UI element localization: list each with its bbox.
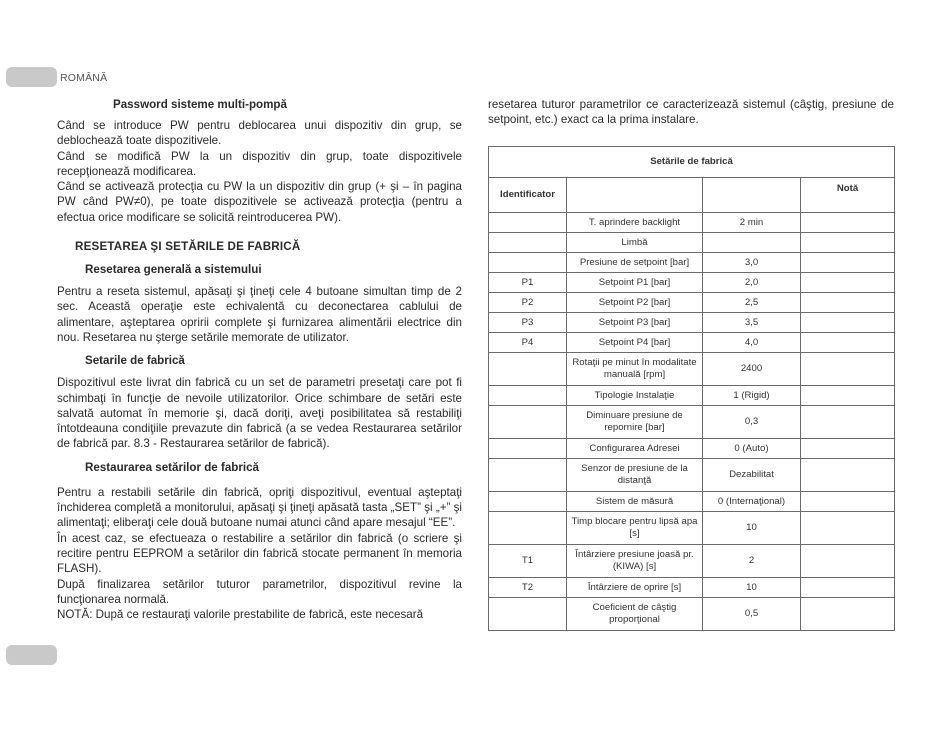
row-value: 10 xyxy=(703,512,801,545)
row-value: 3,0 xyxy=(703,253,801,273)
row-note xyxy=(801,578,895,598)
table-row xyxy=(489,459,895,492)
table-row xyxy=(489,233,895,253)
row-value: 3,5 xyxy=(703,313,801,333)
continuation-paragraph: resetarea tuturor parametrilor ce caracterizează sistemul (câştig, presiune de setpoint, etc.) exact ca la prima instalare. xyxy=(488,98,894,127)
row-description: Configurarea Adresei xyxy=(567,439,703,459)
row-value: 2,5 xyxy=(703,293,801,313)
restore-paragraph-3: După finalizarea setărilor tuturor parametrilor, dispozitivul revine la funcţionarea normală. xyxy=(57,577,462,606)
table-row xyxy=(489,439,895,459)
restore-paragraph-4: NOTĂ: După ce restauraţi valorile prestabilite de fabrică, este necesară xyxy=(57,608,424,622)
reset-paragraph: Pentru a reseta sistemul, apăsaţi şi ţineţi cele 4 butoane simultan timp de 2 sec. Această operaţie este echivalentă cu deconectarea cablului de alimentare, aşteptarea opririi complete şi furnizarea alimentării electrice din nou. Resetarea nu şterge setările memorate de utilizator. xyxy=(57,285,462,344)
table-row xyxy=(489,253,895,273)
pw-paragraph-3: Când se activează protecţia cu PW la un dispozitiv din grup (+ şi – în pagina PW când PW≠0), pe toate dispozitivele se activează protecţia (pentru a efectua orice modificare se solicită reintroducerea PW). xyxy=(57,180,462,224)
row-description: Sistem de măsură xyxy=(567,492,703,512)
row-value: 0 (Auto) xyxy=(703,439,801,459)
row-note xyxy=(801,386,895,406)
language-label: ROMÂNĂ xyxy=(60,72,108,84)
left-column xyxy=(57,97,462,622)
row-identifier xyxy=(489,353,567,386)
row-value: Dezabilitat xyxy=(703,459,801,492)
row-identifier: P3 xyxy=(489,313,567,333)
table-row xyxy=(489,512,895,545)
row-value: 10 xyxy=(703,578,801,598)
row-note xyxy=(801,273,895,293)
col-value-header xyxy=(703,178,801,213)
row-note xyxy=(801,293,895,313)
row-note xyxy=(801,459,895,492)
table-row xyxy=(489,293,895,313)
row-description: Timp blocare pentru lipsă apa [s] xyxy=(567,512,703,545)
row-description: Întârziere de oprire [s] xyxy=(567,578,703,598)
restore-paragraph-1: Pentru a restabili setările din fabrică, opriţi dispozitivul, eventual aşteptaţi închiderea completă a monitorului, apăsaţi şi ţineţi apăsată tasta „SET” şi „+” şi alimentaţi; eliberaţi cele două butoane numai atunci când apare mesajul “EE”. xyxy=(57,485,462,530)
col-note-header: Notă xyxy=(801,178,895,213)
restore-paragraph-2: În acest caz, se efectueaza o restabilire a setărilor din fabrică (o scriere şi recitire pentru EEPROM a setărilor din fabrică stocate permanent în memoria FLASH). xyxy=(57,531,462,576)
row-description: Întârziere presiune joasă pr. (KIWA) [s] xyxy=(567,545,703,578)
row-note xyxy=(801,313,895,333)
row-description: Tipologie Instalaţie xyxy=(567,386,703,406)
reset-title: Resetarea generală a sistemului xyxy=(85,263,262,277)
row-note xyxy=(801,333,895,353)
row-value: 2 min xyxy=(703,213,801,233)
row-value: 0 (Internaţional) xyxy=(703,492,801,512)
table-row xyxy=(489,406,895,439)
table-body xyxy=(489,213,895,631)
row-identifier: T1 xyxy=(489,545,567,578)
table-row xyxy=(489,213,895,233)
row-description: Diminuare presiune de repornire [bar] xyxy=(567,406,703,439)
row-note xyxy=(801,233,895,253)
row-description: Setpoint P2 [bar] xyxy=(567,293,703,313)
table-row xyxy=(489,353,895,386)
row-identifier xyxy=(489,598,567,631)
section-title: RESETAREA ŞI SETĂRILE DE FABRICĂ xyxy=(75,240,301,254)
table-row xyxy=(489,578,895,598)
row-identifier xyxy=(489,406,567,439)
row-description: Coeficient de câştig proporţional xyxy=(567,598,703,631)
row-value: 1 (Rigid) xyxy=(703,386,801,406)
row-description: T. aprindere backlight xyxy=(567,213,703,233)
table-row xyxy=(489,492,895,512)
row-value: 2,0 xyxy=(703,273,801,293)
row-identifier xyxy=(489,459,567,492)
table-row xyxy=(489,313,895,333)
row-identifier: P4 xyxy=(489,333,567,353)
pw-paragraph-1: Când se introduce PW pentru deblocarea unui dispozitiv din grup, se deblochează toate dispozitivele. xyxy=(57,119,462,148)
row-note xyxy=(801,512,895,545)
table-row xyxy=(489,273,895,293)
row-identifier xyxy=(489,253,567,273)
row-description: Rotaţii pe minut în modalitate manuală [rpm] xyxy=(567,353,703,386)
row-description: Senzor de presiune de la distanţă xyxy=(567,459,703,492)
row-identifier xyxy=(489,386,567,406)
row-value: 2400 xyxy=(703,353,801,386)
row-note xyxy=(801,213,895,233)
row-value: 0,5 xyxy=(703,598,801,631)
row-description: Setpoint P1 [bar] xyxy=(567,273,703,293)
factory-settings-table xyxy=(488,146,895,631)
row-value: 4,0 xyxy=(703,333,801,353)
row-description: Presiune de setpoint [bar] xyxy=(567,253,703,273)
row-identifier xyxy=(489,233,567,253)
page-tab-bottom xyxy=(6,645,57,665)
table-row xyxy=(489,386,895,406)
row-identifier xyxy=(489,492,567,512)
row-identifier xyxy=(489,439,567,459)
row-note xyxy=(801,253,895,273)
right-column xyxy=(488,97,894,128)
row-note xyxy=(801,406,895,439)
table-title: Setările de fabrică xyxy=(489,147,895,178)
table-row xyxy=(489,598,895,631)
row-identifier xyxy=(489,213,567,233)
row-identifier: P2 xyxy=(489,293,567,313)
factory-title: Setarile de fabrică xyxy=(85,354,185,368)
pw-paragraph-2: Când se modifică PW la un dispozitiv din grup, toate dispozitivele recepţionează modificarea. xyxy=(57,149,462,178)
row-value: 0,3 xyxy=(703,406,801,439)
row-note xyxy=(801,439,895,459)
pw-title: Password sisteme multi-pompă xyxy=(113,98,287,111)
table-row xyxy=(489,333,895,353)
row-note xyxy=(801,492,895,512)
row-note xyxy=(801,353,895,386)
page-tab-top xyxy=(6,67,57,87)
row-value xyxy=(703,233,801,253)
factory-paragraph: Dispozitivul este livrat din fabrică cu un set de parametri presetaţi care pot fi schimbaţi în funcţie de nevoile utilizatorilor. Orice schimbare de setări este salvată automat în memorie şi, dacă doriţi, aveţi posibilitatea să restabiliţi întotdeauna condiţiile prevazute din fabrică (a se vedea Restaurarea setărilor de fabrică par. 8.3 - Restaurarea setărilor de fabrică). xyxy=(57,376,462,451)
restore-title: Restaurarea setărilor de fabrică xyxy=(85,460,259,474)
row-identifier: T2 xyxy=(489,578,567,598)
row-description: Setpoint P3 [bar] xyxy=(567,313,703,333)
col-identifier-header: Identificator xyxy=(489,178,567,213)
table-row xyxy=(489,545,895,578)
row-note xyxy=(801,598,895,631)
row-identifier xyxy=(489,512,567,545)
col-description-header xyxy=(567,178,703,213)
row-value: 2 xyxy=(703,545,801,578)
row-description: Limbă xyxy=(567,233,703,253)
row-identifier: P1 xyxy=(489,273,567,293)
row-description: Setpoint P4 [bar] xyxy=(567,333,703,353)
row-note xyxy=(801,545,895,578)
